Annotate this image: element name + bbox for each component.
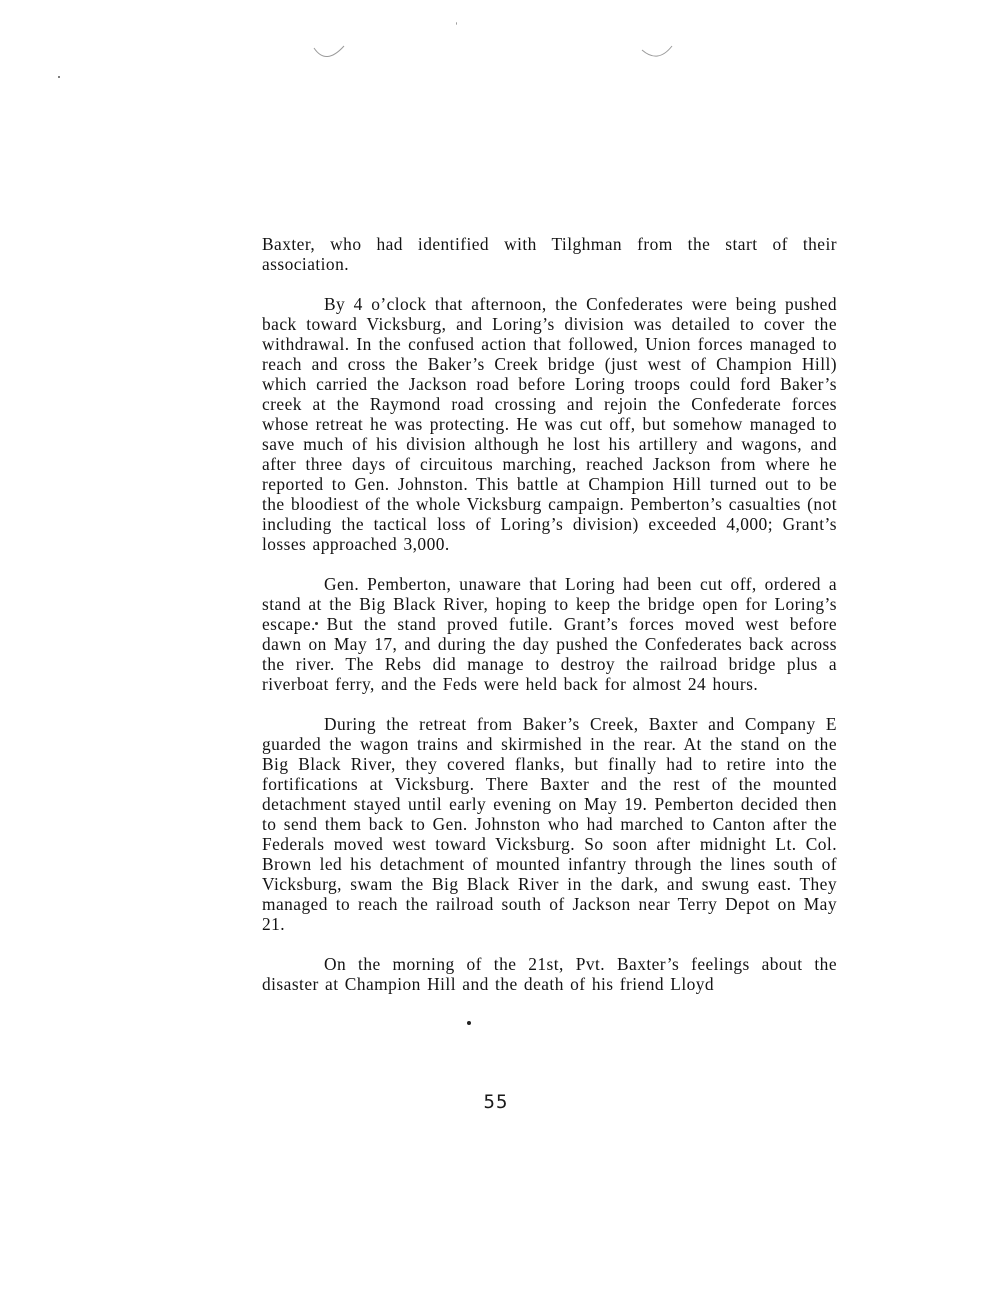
scan-speck: [456, 22, 457, 25]
paragraph-morning-21st: On the morning of the 21st, Pvt. Baxter’s feelings about the disaster at Champion Hill and the death of his friend Lloyd: [262, 954, 837, 994]
scan-speck: [58, 76, 60, 78]
body-text: [262, 234, 837, 1014]
paragraph-continuation: Baxter, who had identified with Tilghman from the start of their association.: [262, 234, 837, 274]
paragraph-loring-withdrawal: By 4 o’clock that afternoon, the Confederates were being pushed back toward Vicksburg, and Loring’s division was detailed to cover the withdrawal. In the confused action that followed, Union forces managed to reach and cross the Baker’s Creek bridge (just west of Champion Hill) which carried the Jackson road before Loring troops could ford Baker’s creek at the Raymond road crossing and rejoin the Confederate forces whose retreat he was protecting. He was cut off, but somehow managed to save much of his division although he lost his artillery and wagons, and after three days of circuitous marching, reached Jackson from where he reported to Gen. Johnston. This battle at Champion Hill turned out to be the bloodiest of the whole Vicksburg campaign. Pemberton’s casualties (not including the tactical loss of Loring’s division) exceeded 4,000; Grant’s losses approached 3,000.: [262, 294, 837, 554]
hole-punch-mark-left: [312, 44, 346, 64]
paragraph-baxter-retreat: During the retreat from Baker’s Creek, Baxter and Company E guarded the wagon trains and skirmished in the rear. At the stand on the Big Black River, they covered flanks, but finally had to retire into the fortifications at Vicksburg. There Baxter and the rest of the mounted detachment stayed until early evening on May 19. Pemberton decided then to send them back to Gen. Johnston who had marched to Canton after the Federals moved west toward Vicksburg. So soon after midnight Lt. Col. Brown led his detachment of mounted infantry through the lines south of Vicksburg, swam the Big Black River in the dark, and swung east. They managed to reach the railroad south of Jackson near Terry Depot on May 21.: [262, 714, 837, 934]
paragraph-big-black-river: Gen. Pemberton, unaware that Loring had been cut off, ordered a stand at the Big Black River, hoping to keep the bridge open for Loring’s escape. But the stand proved futile. Grant’s forces moved west before dawn on May 17, and during the day pushed the Confederates back across the river. The Rebs did manage to destroy the railroad bridge plus a riverboat ferry, and the Feds were held back for almost 24 hours.: [262, 574, 837, 694]
scan-speck: [467, 1021, 471, 1025]
hole-punch-mark-right: [640, 44, 674, 64]
page-number: 55: [483, 1091, 509, 1113]
